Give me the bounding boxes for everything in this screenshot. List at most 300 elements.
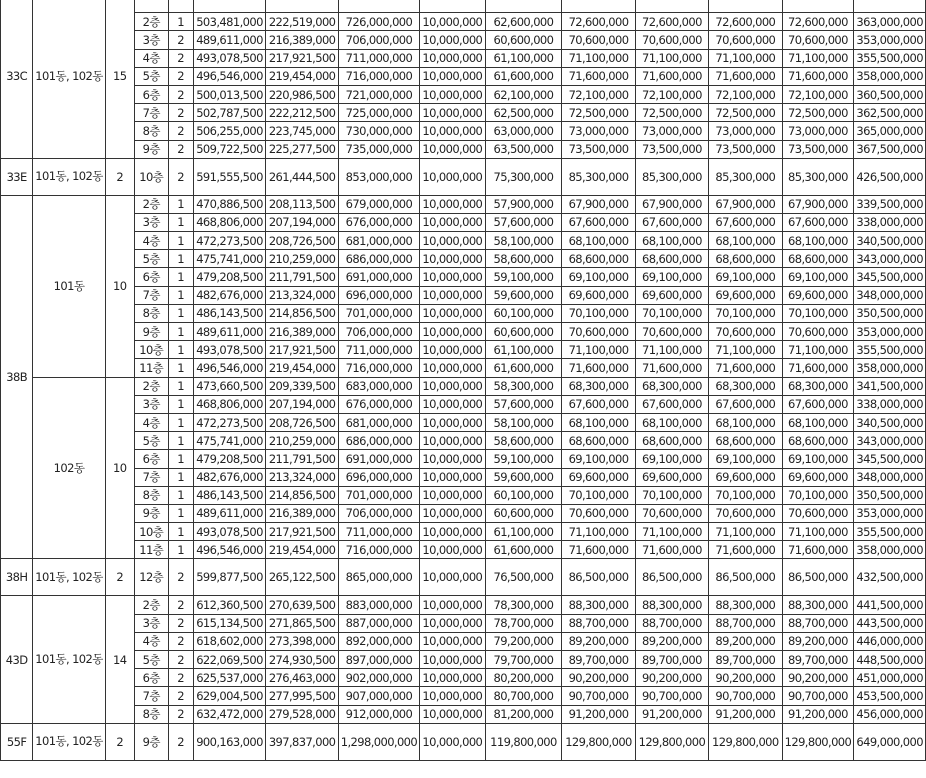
down-payment-cell: 60,600,000: [485, 31, 562, 49]
interim-4-cell: 89,700,000: [782, 651, 854, 669]
table-row: [1, 13, 926, 31]
deposit-cell: 10,000,000: [420, 122, 485, 140]
floor-cell: 8층: [134, 122, 168, 140]
table-row: [1, 395, 926, 413]
balance-cell: 358,000,000: [854, 359, 926, 377]
interim-1-cell: 69,100,000: [562, 268, 635, 286]
floor-cell: 6층: [134, 450, 168, 468]
interim-1-cell: 70,600,000: [562, 323, 635, 341]
interim-3-cell: 68,100,000: [709, 232, 782, 250]
interim-4-cell: 88,300,000: [782, 596, 854, 614]
down-payment-cell: 79,700,000: [485, 651, 562, 669]
balance-cell: 341,500,000: [854, 377, 926, 395]
land-price-cell: 496,546,000: [193, 67, 266, 85]
balance-cell: 453,500,000: [854, 687, 926, 705]
interim-3-cell: 129,800,000: [709, 723, 782, 760]
table-row: [1, 377, 926, 395]
down-payment-cell: 63,000,000: [485, 122, 562, 140]
balance-cell: 343,000,000: [854, 432, 926, 450]
interim-2-cell: 68,600,000: [635, 432, 708, 450]
building-price-cell: 276,463,000: [266, 669, 338, 687]
down-payment-cell: 58,100,000: [485, 232, 562, 250]
deposit-cell: 10,000,000: [420, 304, 485, 322]
total-price-cell: 691,000,000: [338, 268, 419, 286]
interim-3-cell: 69,600,000: [709, 468, 782, 486]
count-cell: 1: [168, 432, 193, 450]
land-price-cell: 489,611,000: [193, 504, 266, 522]
interim-4-cell: 86,500,000: [782, 559, 854, 596]
building-price-cell: 261,444,500: [266, 158, 338, 195]
count-cell: 1: [168, 377, 193, 395]
interim-2-cell: 70,600,000: [635, 31, 708, 49]
count-cell: 1: [168, 13, 193, 31]
building-price-cell: 225,277,500: [266, 140, 338, 158]
deposit-cell: 10,000,000: [420, 468, 485, 486]
interim-3-cell: 71,600,000: [709, 359, 782, 377]
building-cell: 101동, 102동: [33, 723, 105, 760]
balance-cell: 362,500,000: [854, 104, 926, 122]
interim-2-cell: 88,700,000: [635, 614, 708, 632]
interim-1-cell: 89,200,000: [562, 632, 635, 650]
land-price-cell: 493,078,500: [193, 341, 266, 359]
total-price-cell: 897,000,000: [338, 651, 419, 669]
table-row: [1, 67, 926, 85]
building-price-cell: 223,745,000: [266, 122, 338, 140]
land-price-cell: 900,163,000: [193, 723, 266, 760]
total-price-cell: 735,000,000: [338, 140, 419, 158]
total-price-cell: 683,000,000: [338, 377, 419, 395]
count-cell: 1: [168, 304, 193, 322]
interim-3-cell: 69,100,000: [709, 268, 782, 286]
balance-cell: 353,000,000: [854, 31, 926, 49]
table-row: [1, 651, 926, 669]
balance-cell: 451,000,000: [854, 669, 926, 687]
table-row: [1, 632, 926, 650]
deposit-cell: 10,000,000: [420, 323, 485, 341]
deposit-cell: 10,000,000: [420, 614, 485, 632]
building-price-cell: 213,324,000: [266, 468, 338, 486]
total-price-cell: 686,000,000: [338, 250, 419, 268]
balance-cell: 343,000,000: [854, 250, 926, 268]
down-payment-cell: 119,800,000: [485, 723, 562, 760]
count-cell: 2: [168, 122, 193, 140]
down-payment-cell: 61,100,000: [485, 49, 562, 67]
unit-type-cell: 33E: [1, 158, 33, 195]
interim-4-cell: 69,600,000: [782, 286, 854, 304]
floor-cell: 7층: [134, 104, 168, 122]
interim-1-cell: 69,600,000: [562, 286, 635, 304]
total-price-cell: 716,000,000: [338, 359, 419, 377]
floor-cell: 11층: [134, 359, 168, 377]
deposit-cell: 10,000,000: [420, 85, 485, 103]
interim-4-cell: 67,600,000: [782, 395, 854, 413]
total-price-cell: 902,000,000: [338, 669, 419, 687]
table-row: [1, 250, 926, 268]
table-row: [1, 85, 926, 103]
land-price-cell: 486,143,500: [193, 304, 266, 322]
land-price-cell: 615,134,500: [193, 614, 266, 632]
interim-4-cell: 71,100,000: [782, 49, 854, 67]
table-row: [1, 158, 926, 195]
interim-3-cell: 88,300,000: [709, 596, 782, 614]
floor-cell: 5층: [134, 250, 168, 268]
floor-cell: 2층: [134, 377, 168, 395]
floor-cell: 10층: [134, 341, 168, 359]
table-row: [1, 596, 926, 614]
interim-1-cell: 68,300,000: [562, 377, 635, 395]
total-price-cell: 701,000,000: [338, 486, 419, 504]
floor-cell: 8층: [134, 705, 168, 723]
land-price-cell: 486,143,500: [193, 486, 266, 504]
down-payment-cell: 75,300,000: [485, 158, 562, 195]
deposit-cell: 10,000,000: [420, 232, 485, 250]
table-row: [1, 49, 926, 67]
down-payment-cell: 63,500,000: [485, 140, 562, 158]
interim-2-cell: 85,300,000: [635, 158, 708, 195]
land-price-cell: 493,078,500: [193, 523, 266, 541]
balance-cell: 432,500,000: [854, 559, 926, 596]
land-price-cell: 482,676,000: [193, 286, 266, 304]
interim-3-cell: 68,600,000: [709, 432, 782, 450]
interim-4-cell: 90,200,000: [782, 669, 854, 687]
balance-cell: 443,500,000: [854, 614, 926, 632]
floor-cell: 6층: [134, 85, 168, 103]
floor-cell: 8층: [134, 486, 168, 504]
interim-1-cell: 90,700,000: [562, 687, 635, 705]
interim-4-cell: 72,100,000: [782, 85, 854, 103]
building-price-cell: 214,856,500: [266, 304, 338, 322]
deposit-cell: 10,000,000: [420, 49, 485, 67]
table-row: [1, 523, 926, 541]
land-price-cell: 612,360,500: [193, 596, 266, 614]
total-price-cell: 701,000,000: [338, 304, 419, 322]
deposit-cell: 10,000,000: [420, 669, 485, 687]
interim-2-cell: 69,600,000: [635, 286, 708, 304]
interim-1-cell: 70,100,000: [562, 486, 635, 504]
balance-cell: 345,500,000: [854, 268, 926, 286]
table-row: [1, 432, 926, 450]
balance-cell: 355,500,000: [854, 523, 926, 541]
deposit-cell: 10,000,000: [420, 213, 485, 231]
building-price-cell: 273,398,000: [266, 632, 338, 650]
balance-cell: 360,500,000: [854, 85, 926, 103]
deposit-cell: 10,000,000: [420, 286, 485, 304]
balance-cell: 338,000,000: [854, 395, 926, 413]
floor-cell: 9층: [134, 323, 168, 341]
balance-cell: 348,000,000: [854, 468, 926, 486]
table-row: [1, 232, 926, 250]
interim-2-cell: 71,600,000: [635, 359, 708, 377]
interim-1-cell: 129,800,000: [562, 723, 635, 760]
interim-2-cell: 73,500,000: [635, 140, 708, 158]
building-price-cell: 217,921,500: [266, 523, 338, 541]
deposit-cell: [420, 0, 485, 13]
deposit-cell: 10,000,000: [420, 67, 485, 85]
balance-cell: 353,000,000: [854, 323, 926, 341]
interim-4-cell: 67,600,000: [782, 213, 854, 231]
land-price-cell: 625,537,000: [193, 669, 266, 687]
interim-4-cell: 70,100,000: [782, 486, 854, 504]
building-cell: 101동, 102동: [33, 596, 105, 723]
floor-cell: 4층: [134, 49, 168, 67]
deposit-cell: 10,000,000: [420, 31, 485, 49]
interim-1-cell: 91,200,000: [562, 705, 635, 723]
count-cell: 1: [168, 413, 193, 431]
land-price-cell: 479,208,500: [193, 268, 266, 286]
total-price-cell: 711,000,000: [338, 49, 419, 67]
land-price-cell: 468,806,000: [193, 213, 266, 231]
building-price-cell: 270,639,500: [266, 596, 338, 614]
down-payment-cell: 61,600,000: [485, 67, 562, 85]
count-cell: 2: [168, 158, 193, 195]
land-price-cell: 468,806,000: [193, 395, 266, 413]
table-row: [1, 286, 926, 304]
land-price-cell: 591,555,500: [193, 158, 266, 195]
interim-3-cell: 71,600,000: [709, 67, 782, 85]
interim-3-cell: 73,000,000: [709, 122, 782, 140]
total-price-cell: 1,298,000,000: [338, 723, 419, 760]
interim-4-cell: 68,100,000: [782, 232, 854, 250]
table-row: [1, 323, 926, 341]
interim-3-cell: 89,200,000: [709, 632, 782, 650]
interim-2-cell: 70,600,000: [635, 504, 708, 522]
building-cell: 101동, 102동: [33, 158, 105, 195]
deposit-cell: 10,000,000: [420, 104, 485, 122]
interim-2-cell: 129,800,000: [635, 723, 708, 760]
total-price-cell: 716,000,000: [338, 541, 419, 559]
total-price-cell: 711,000,000: [338, 523, 419, 541]
land-price-cell: 489,611,000: [193, 323, 266, 341]
interim-3-cell: 69,600,000: [709, 286, 782, 304]
balance-cell: 358,000,000: [854, 67, 926, 85]
table-row: [1, 413, 926, 431]
down-payment-cell: 58,600,000: [485, 250, 562, 268]
balance-cell: 350,500,000: [854, 486, 926, 504]
floor-cell: [134, 0, 168, 13]
interim-3-cell: 70,100,000: [709, 304, 782, 322]
interim-3-cell: 70,600,000: [709, 504, 782, 522]
building-price-cell: 279,528,000: [266, 705, 338, 723]
land-price-cell: 622,069,500: [193, 651, 266, 669]
land-price-cell: 479,208,500: [193, 450, 266, 468]
interim-4-cell: 91,200,000: [782, 705, 854, 723]
interim-3-cell: 70,600,000: [709, 323, 782, 341]
count-cell: 2: [168, 104, 193, 122]
interim-3-cell: 71,100,000: [709, 341, 782, 359]
unit-type-cell: 38B: [1, 195, 33, 559]
balance-cell: 340,500,000: [854, 413, 926, 431]
balance-cell: 345,500,000: [854, 450, 926, 468]
count-cell: 1: [168, 286, 193, 304]
interim-4-cell: 70,100,000: [782, 304, 854, 322]
interim-1-cell: 71,600,000: [562, 359, 635, 377]
interim-1-cell: 68,600,000: [562, 432, 635, 450]
total-price-cell: 696,000,000: [338, 468, 419, 486]
interim-1-cell: 88,700,000: [562, 614, 635, 632]
count-cell: 2: [168, 632, 193, 650]
count-cell: 2: [168, 67, 193, 85]
building-price-cell: 217,921,500: [266, 341, 338, 359]
interim-2-cell: 71,600,000: [635, 67, 708, 85]
balance-cell: 348,000,000: [854, 286, 926, 304]
land-price-cell: 493,078,500: [193, 49, 266, 67]
interim-1-cell: 69,600,000: [562, 468, 635, 486]
interim-2-cell: 70,600,000: [635, 323, 708, 341]
table-row: [1, 504, 926, 522]
balance-cell: 353,000,000: [854, 504, 926, 522]
building-price-cell: 222,212,500: [266, 104, 338, 122]
land-price-cell: 472,273,500: [193, 232, 266, 250]
interim-2-cell: 89,700,000: [635, 651, 708, 669]
interim-4-cell: 73,000,000: [782, 122, 854, 140]
total-price-cell: 681,000,000: [338, 413, 419, 431]
interim-1-cell: 73,500,000: [562, 140, 635, 158]
count-cell: 2: [168, 687, 193, 705]
interim-2-cell: 67,600,000: [635, 213, 708, 231]
land-price-cell: 473,660,500: [193, 377, 266, 395]
deposit-cell: 10,000,000: [420, 523, 485, 541]
interim-4-cell: 71,600,000: [782, 67, 854, 85]
interim-3-cell: 73,500,000: [709, 140, 782, 158]
interim-2-cell: 68,100,000: [635, 413, 708, 431]
building-price-cell: 209,339,500: [266, 377, 338, 395]
count-cell: 2: [168, 614, 193, 632]
deposit-cell: 10,000,000: [420, 250, 485, 268]
table-row: [1, 723, 926, 760]
down-payment-cell: 62,100,000: [485, 85, 562, 103]
building-price-cell: 271,865,500: [266, 614, 338, 632]
interim-2-cell: 71,600,000: [635, 541, 708, 559]
count-cell: 1: [168, 523, 193, 541]
interim-1-cell: 72,500,000: [562, 104, 635, 122]
floor-cell: 10층: [134, 158, 168, 195]
deposit-cell: 10,000,000: [420, 705, 485, 723]
total-price-cell: 706,000,000: [338, 504, 419, 522]
building-price-cell: 219,454,000: [266, 67, 338, 85]
unit-count-cell: 14: [105, 596, 134, 723]
down-payment-cell: 81,200,000: [485, 705, 562, 723]
building-price-cell: 207,194,000: [266, 213, 338, 231]
count-cell: 1: [168, 213, 193, 231]
total-price-cell: 883,000,000: [338, 596, 419, 614]
table-row: [1, 195, 926, 213]
interim-4-cell: 71,600,000: [782, 359, 854, 377]
interim-4-cell: 71,100,000: [782, 341, 854, 359]
interim-2-cell: 67,600,000: [635, 395, 708, 413]
down-payment-cell: 78,300,000: [485, 596, 562, 614]
interim-1-cell: 70,100,000: [562, 304, 635, 322]
down-payment-cell: 59,600,000: [485, 468, 562, 486]
count-cell: 1: [168, 232, 193, 250]
table-row: [1, 486, 926, 504]
count-cell: [168, 0, 193, 13]
building-price-cell: 219,454,000: [266, 541, 338, 559]
total-price-cell: 853,000,000: [338, 158, 419, 195]
count-cell: 2: [168, 596, 193, 614]
land-price-cell: 475,741,000: [193, 250, 266, 268]
building-price-cell: 213,324,000: [266, 286, 338, 304]
down-payment-cell: 62,500,000: [485, 104, 562, 122]
interim-3-cell: 72,100,000: [709, 85, 782, 103]
table-row: [1, 31, 926, 49]
interim-3-cell: 72,600,000: [709, 13, 782, 31]
down-payment-cell: 59,100,000: [485, 450, 562, 468]
floor-cell: 3층: [134, 213, 168, 231]
interim-3-cell: 71,100,000: [709, 49, 782, 67]
balance-cell: 367,500,000: [854, 140, 926, 158]
interim-2-cell: 68,100,000: [635, 232, 708, 250]
interim-2-cell: 71,100,000: [635, 523, 708, 541]
balance-cell: 426,500,000: [854, 158, 926, 195]
interim-3-cell: 67,900,000: [709, 195, 782, 213]
table-row: [1, 104, 926, 122]
interim-1-cell: 85,300,000: [562, 158, 635, 195]
count-cell: 2: [168, 140, 193, 158]
interim-1-cell: 71,100,000: [562, 341, 635, 359]
interim-3-cell: 67,600,000: [709, 213, 782, 231]
down-payment-cell: 58,300,000: [485, 377, 562, 395]
building-price-cell: 216,389,000: [266, 31, 338, 49]
deposit-cell: 10,000,000: [420, 723, 485, 760]
land-price-cell: 503,481,000: [193, 13, 266, 31]
building-price-cell: 217,921,500: [266, 49, 338, 67]
interim-4-cell: 68,300,000: [782, 377, 854, 395]
down-payment-cell: 60,600,000: [485, 504, 562, 522]
balance-cell: 340,500,000: [854, 232, 926, 250]
interim-2-cell: 90,700,000: [635, 687, 708, 705]
count-cell: 2: [168, 49, 193, 67]
count-cell: 2: [168, 559, 193, 596]
table-row: [1, 140, 926, 158]
building-price-cell: 265,122,500: [266, 559, 338, 596]
count-cell: 1: [168, 486, 193, 504]
interim-4-cell: 70,600,000: [782, 31, 854, 49]
interim-1-cell: 73,000,000: [562, 122, 635, 140]
down-payment-cell: 57,600,000: [485, 213, 562, 231]
unit-count-cell: 2: [105, 158, 134, 195]
interim-2-cell: 72,600,000: [635, 13, 708, 31]
down-payment-cell: 58,100,000: [485, 413, 562, 431]
table-row: [1, 687, 926, 705]
interim-2-cell: 67,900,000: [635, 195, 708, 213]
interim-3-cell: [709, 0, 782, 13]
interim-2-cell: 91,200,000: [635, 705, 708, 723]
deposit-cell: 10,000,000: [420, 377, 485, 395]
interim-1-cell: 71,600,000: [562, 541, 635, 559]
count-cell: 1: [168, 541, 193, 559]
building-price-cell: 274,930,500: [266, 651, 338, 669]
down-payment-cell: 59,600,000: [485, 286, 562, 304]
deposit-cell: 10,000,000: [420, 341, 485, 359]
floor-cell: 2층: [134, 596, 168, 614]
deposit-cell: 10,000,000: [420, 450, 485, 468]
interim-2-cell: 72,100,000: [635, 85, 708, 103]
total-price-cell: 730,000,000: [338, 122, 419, 140]
floor-cell: 3층: [134, 395, 168, 413]
land-price-cell: 496,546,000: [193, 359, 266, 377]
balance-cell: 339,500,000: [854, 195, 926, 213]
deposit-cell: 10,000,000: [420, 195, 485, 213]
interim-2-cell: 70,100,000: [635, 486, 708, 504]
floor-cell: 4층: [134, 413, 168, 431]
deposit-cell: 10,000,000: [420, 541, 485, 559]
building-price-cell: 210,259,000: [266, 432, 338, 450]
interim-1-cell: 72,600,000: [562, 13, 635, 31]
floor-cell: 8층: [134, 304, 168, 322]
land-price-cell: 482,676,000: [193, 468, 266, 486]
building-price-cell: 211,791,500: [266, 268, 338, 286]
down-payment-cell: 78,700,000: [485, 614, 562, 632]
